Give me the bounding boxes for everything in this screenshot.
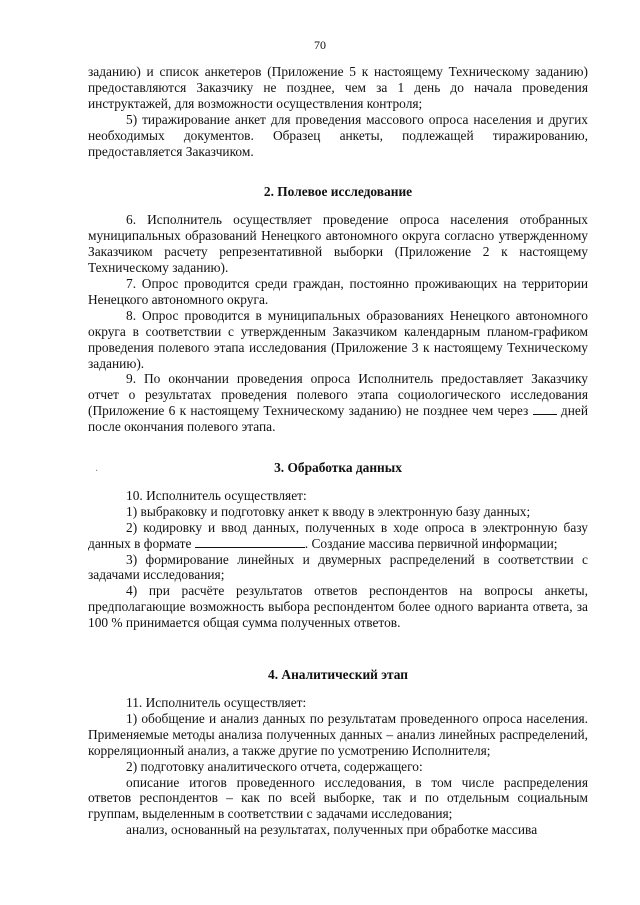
item-9-text-start: 9. По окончании проведения опроса Исполнитель предоставляет Заказчику отчет о результатах проведения полевого этапа социологического исследования (Приложение 6 к настоящему Техническому заданию) не позднее чем через [88,371,588,419]
section-3-subitem-3: 3) формирование линейных и двумерных распределений в соответствии с задачами исследования; [88,551,588,583]
section-4-subitem-2: 2) подготовку аналитического отчета, содержащего: [126,758,423,774]
section-2-item-9 [88,371,588,435]
section-4-description-2: анализ, основанный на результатах, полученных при обработке массива [126,822,538,838]
intro-paragraph-1: заданию) и список анкетеров (Приложение 5 к настоящему Техническому заданию) предоставляются Заказчику не позднее, чем за 1 день до начала проведения инструктажей, для возможности осуществления контроля; [88,64,588,111]
intro-paragraph-2: 5) тиражирование анкет для проведения массового опроса населения и других необходимых документов. Образец анкеты, подлежащей тиражированию, предоставляется Заказчиком. [88,111,588,159]
scan-speck: · [95,466,99,477]
page-number: 70 [314,38,326,52]
section-4-subitem-1: 1) обобщение и анализ данных по результатам проведенного опроса населения. Применяемые методы анализа полученных данных – анализ линейных распределений, корреляционный анализ, а также другие по усмотрению Исполнителя; [88,710,588,758]
section-3-subitem-1: 1) выбраковку и подготовку анкет к вводу в электронную базу данных; [126,503,531,519]
days-blank-field [533,403,557,415]
subitem-2-text-end: . Создание массива первичной информации; [304,535,558,551]
section-3-subitem-4: 4) при расчёте результатов ответов респондентов на вопросы анкеты, предполагающие возможность выбора респондентом более одного варианта ответа, за 100 % принимается общая сумма полученных ответов. [88,583,588,631]
document-body [88,64,588,838]
format-blank-field [195,536,305,548]
section-2-item-7: 7. Опрос проводится среди граждан, постоянно проживающих на территории Ненецкого автономного округа. [88,275,588,307]
section-2-title: 2. Полевое исследование [263,184,413,200]
section-3-subitem-2 [88,520,588,552]
section-4-item-11: 11. Исполнитель осуществляет: [126,695,307,710]
section-3-item-10: 10. Исполнитель осуществляет: [126,487,307,503]
item-9-text-end: дней после окончания полевого этапа. [88,403,588,435]
subitem-2-text-start: 2) кодировку и ввод данных, полученных в ходе опроса в электронную базу данных в формате [88,519,588,551]
section-2-item-6: 6. Исполнитель осуществляет проведение опроса населения отобранных муниципальных образований Ненецкого автономного округа согласно утвержденному Заказчиком расчету репрезентативной выборки (Приложение 2 к настоящему Техническому заданию). [88,212,588,276]
section-2-item-8: 8. Опрос проводится в муниципальных образованиях Ненецкого автономного округа в соответствии с утвержденным Заказчиком календарным планом-графиком проведения полевого этапа исследования (Приложение 3 к настоящему Техническому заданию). [88,307,588,371]
section-4-title: 4. Аналитический этап [268,667,408,683]
section-4-description-1: описание итогов проведенного исследования, в том числе распределения ответов респондентов – как по всей выборке, так и по отдельным социальным группам, выделенным в соответствии с задачами исследования; [88,774,588,822]
section-3-title: 3. Обработка данных [274,460,402,476]
